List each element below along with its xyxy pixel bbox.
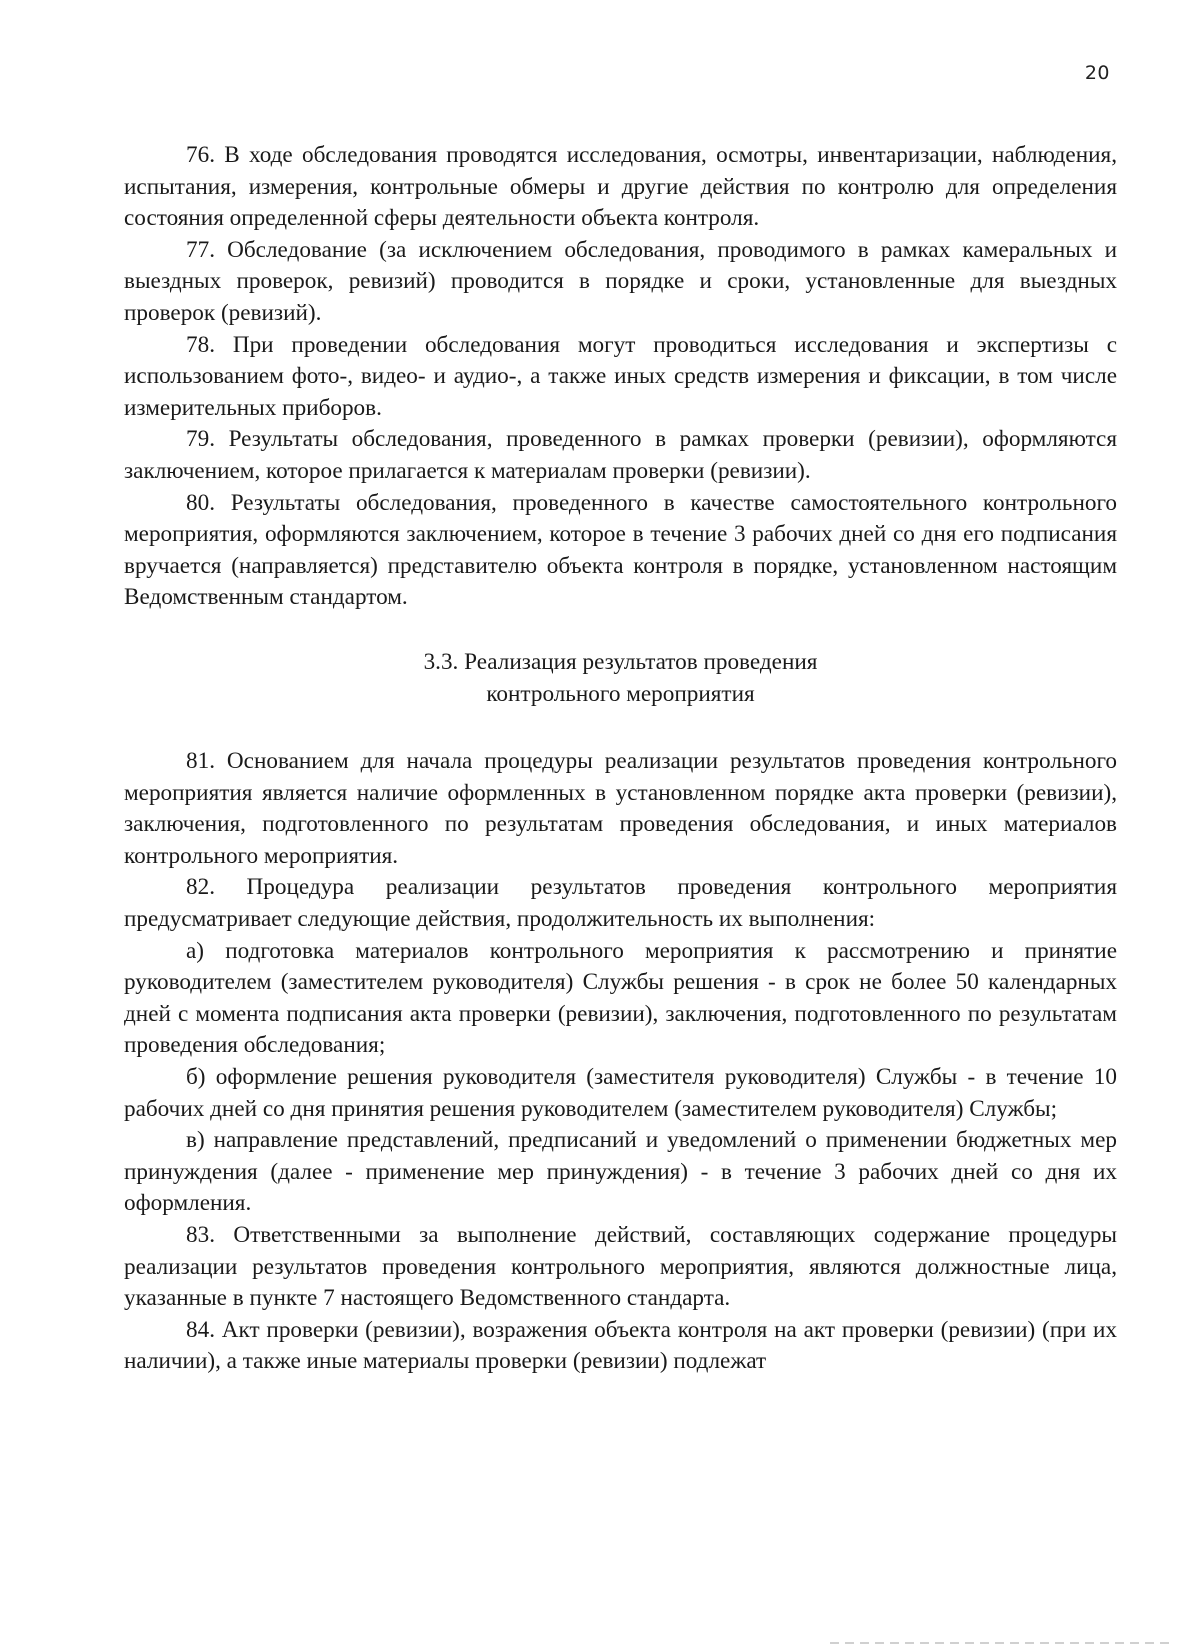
paragraph-77: 77. Обследование (за исключением обследования, проводимого в рамках камеральных и выездных проверок, ревизий) проводится в порядке и сроки, установленные для выездных проверок (ревизий).	[124, 236, 1117, 326]
page-number: 20	[1084, 62, 1110, 84]
document-body	[124, 140, 1117, 1378]
paragraph-82-item-a: а) подготовка материалов контрольного мероприятия к рассмотрению и принятие руководителем (заместителем руководителя) Службы решения - в срок не более 50 календарных дней с момента подписания акта проверки (ревизии), заключения, подготовленного по результатам проведения обследования;	[124, 937, 1117, 1059]
paragraph-81: 81. Основанием для начала процедуры реализации результатов проведения контрольного мероприятия является наличие оформленных в установленном порядке акта проверки (ревизии), заключения, подготовленного по результатам проведения обследования, и иных материалов контрольного мероприятия.	[124, 748, 1117, 869]
paragraph-83: 83. Ответственными за выполнение действий, составляющих содержание процедуры реализации результатов проведения контрольного мероприятия, являются должностные лица, указанные в пункте 7 настоящего Ведомственного стандарта.	[124, 1222, 1117, 1312]
paragraph-82-item-b: б) оформление решения руководителя (заместителя руководителя) Службы - в течение 10 рабочих дней со дня принятия решения руководителем (заместителем руководителя) Службы;	[124, 1064, 1117, 1122]
paragraph-80: 80. Результаты обследования, проведенного в качестве самостоятельного контрольного мероприятия, оформляются заключением, которое в течение 3 рабочих дней со дня его подписания вручается (направляется) представителю объекта контроля в порядке, установленном настоящим Ведомственным стандартом.	[124, 489, 1117, 611]
paragraph-82-item-c: в) направление представлений, предписаний и уведомлений о применении бюджетных мер принуждения (далее - применение мер принуждения) - в течение 3 рабочих дней со дня их оформления.	[124, 1127, 1117, 1217]
paragraph-79: 79. Результаты обследования, проведенного в рамках проверки (ревизии), оформляются заключением, которое прилагается к материалам проверки (ревизии).	[124, 426, 1117, 484]
section-heading-line-2: контрольного мероприятия	[486, 680, 755, 707]
paragraph-76: 76. В ходе обследования проводятся исследования, осмотры, инвентаризации, наблюдения, испытания, измерения, контрольные обмеры и другие действия по контролю для определения состояния определенной сферы деятельности объекта контроля.	[124, 142, 1117, 232]
scan-artifact-line	[830, 1642, 1170, 1644]
section-heading-line-1: 3.3. Реализация результатов проведения	[423, 648, 818, 675]
section-heading	[124, 647, 1117, 710]
paragraph-82: 82. Процедура реализации результатов проведения контрольного мероприятия предусматривает следующие действия, продолжительность их выполнения:	[124, 874, 1117, 933]
paragraph-78: 78. При проведении обследования могут проводиться исследования и экспертизы с использованием фото-, видео- и аудио-, а также иных средств измерения и фиксации, в том числе измерительных приборов.	[124, 331, 1117, 421]
paragraph-84: 84. Акт проверки (ревизии), возражения объекта контроля на акт проверки (ревизии) (при их наличии), а также иные материалы проверки (ревизии) подлежат	[124, 1316, 1117, 1375]
